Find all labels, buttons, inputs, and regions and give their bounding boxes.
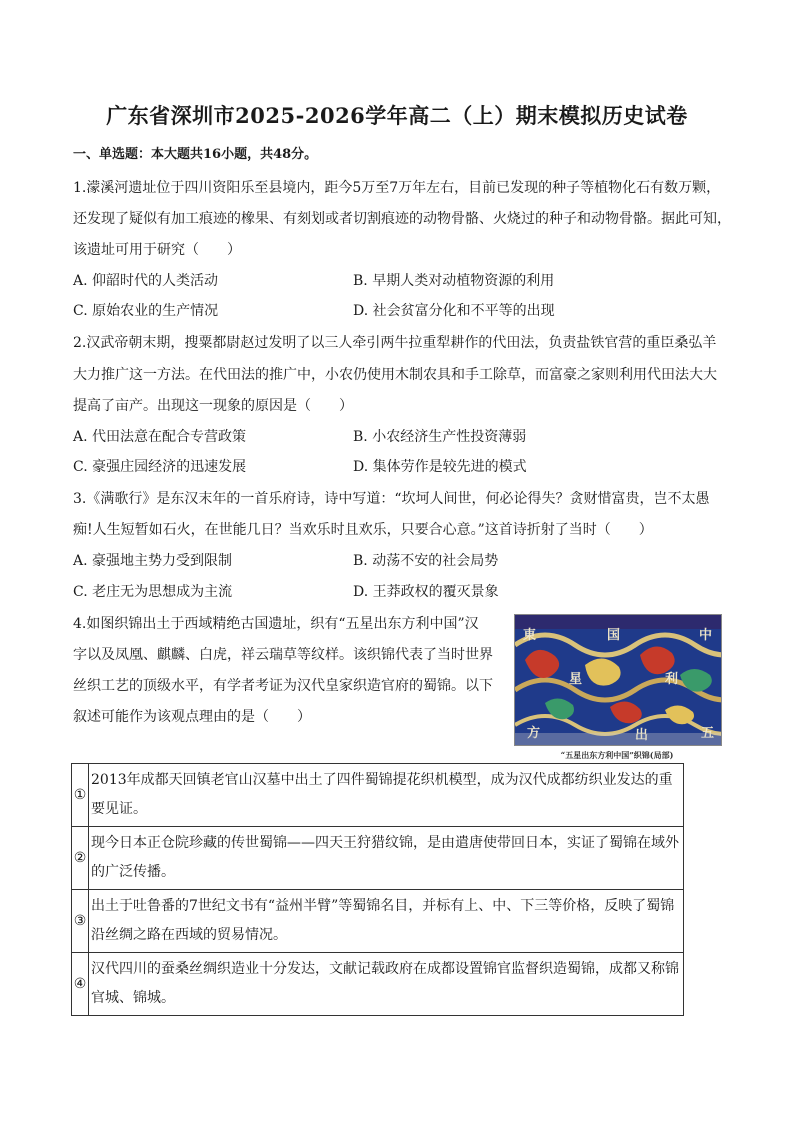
evidence-number: ① bbox=[72, 764, 89, 827]
q3-option-a: A. 豪强地主势力受到限制 bbox=[73, 553, 233, 569]
q1-option-b: B. 早期人类对动植物资源的利用 bbox=[353, 273, 555, 289]
q3-line-2: 痴!人生短暂如石火，在世能几日？当欢乐时且欢乐，只要合心意。”这首诗折射了当时（ ） bbox=[73, 522, 653, 538]
q2-option-c: C. 豪强庄园经济的迅速发展 bbox=[73, 459, 247, 475]
evidence-number: ③ bbox=[72, 890, 89, 953]
table-row bbox=[72, 764, 684, 827]
q4-line-2: 字以及凤凰、麒麟、白虎，祥云瑞草等纹样。该织锦代表了当时世界 bbox=[73, 647, 493, 663]
evidence-number: ④ bbox=[72, 953, 89, 1016]
table-row bbox=[72, 827, 684, 890]
svg-text:出: 出 bbox=[635, 728, 649, 743]
q2-option-a: A. 代田法意在配合专营政策 bbox=[73, 429, 247, 445]
image-caption: “五星出东方利中国”织锦(局部) bbox=[560, 750, 674, 760]
q2-option-d: D. 集体劳作是较先进的模式 bbox=[353, 459, 527, 475]
q1-option-d: D. 社会贫富分化和不平等的出现 bbox=[353, 303, 555, 319]
q4-line-3: 丝织工艺的顶级水平，有学者考证为汉代皇家织造官府的蜀锦。以下 bbox=[73, 678, 493, 694]
q1-line-1: 1.濛溪河遗址位于四川资阳乐至县境内，距今5万至7万年左右，目前已发现的种子等植物化石有数万颗， bbox=[73, 180, 721, 196]
page-title: 广东省深圳市2025-2026学年高二（上）期末模拟历史试卷 bbox=[106, 103, 688, 128]
evidence-number: ② bbox=[72, 827, 89, 890]
evidence-table bbox=[71, 763, 684, 1016]
svg-text:方: 方 bbox=[527, 726, 541, 741]
svg-text:利: 利 bbox=[665, 672, 679, 687]
q3-line-1: 3.《满歌行》是东汉末年的一首乐府诗，诗中写道：“坎坷人间世，何必论得失？贪财惜富贵，岂不太愚 bbox=[73, 491, 710, 507]
q2-option-b: B. 小农经济生产性投资薄弱 bbox=[353, 429, 527, 445]
evidence-text: 汉代四川的蚕桑丝绸织造业十分发达，文献记载政府在成都设置锦官监督织造蜀锦，成都又称锦官城、锦城。 bbox=[89, 953, 684, 1016]
svg-text:五: 五 bbox=[701, 726, 715, 741]
q2-line-2: 大力推广这一方法。在代田法的推广中，小农仍使用木制农具和手工除草，而富豪之家则利用代田法大大 bbox=[73, 367, 717, 383]
evidence-text: 2013年成都天回镇老官山汉墓中出土了四件蜀锦提花织机模型，成为汉代成都纺织业发达的重要见证。 bbox=[89, 764, 684, 827]
q1-option-a: A. 仰韶时代的人类活动 bbox=[73, 273, 219, 289]
svg-text:星: 星 bbox=[569, 672, 583, 687]
q1-line-2: 还发现了疑似有加工痕迹的橡果、有刻划或者切割痕迹的动物骨骼、火烧过的种子和动物骨骼。据此可知， bbox=[73, 211, 731, 227]
q2-line-1: 2.汉武帝朝末期，搜粟都尉赵过发明了以三人牵引两牛拉重犁耕作的代田法，负责盐铁官营的重臣桑弘羊 bbox=[73, 335, 717, 351]
q3-option-b: B. 动荡不安的社会局势 bbox=[353, 553, 499, 569]
svg-text:中: 中 bbox=[699, 628, 713, 643]
q2-line-3: 提高了亩产。出现这一现象的原因是（ ） bbox=[73, 398, 353, 414]
svg-text:国: 国 bbox=[607, 628, 621, 643]
q1-option-c: C. 原始农业的生产情况 bbox=[73, 303, 219, 319]
q3-option-d: D. 王莽政权的覆灭景象 bbox=[353, 584, 499, 600]
section-heading: 一、单选题：本大题共16小题，共48分。 bbox=[73, 147, 318, 162]
q4-line-1: 4.如图织锦出土于西域精绝古国遗址，织有“五星出东方利中国”汉 bbox=[73, 616, 479, 632]
evidence-text: 现今日本正仓院珍藏的传世蜀锦——四天王狩猎纹锦，是由遣唐使带回日本，实证了蜀锦在域外的广泛传播。 bbox=[89, 827, 684, 890]
table-row bbox=[72, 890, 684, 953]
evidence-text: 出土于吐鲁番的7世纪文书有“益州半臂”等蜀锦名目，并标有上、中、下三等价格，反映了蜀锦沿丝绸之路在西域的贸易情况。 bbox=[89, 890, 684, 953]
table-row bbox=[72, 953, 684, 1016]
brocade-image bbox=[514, 614, 722, 746]
q3-option-c: C. 老庄无为思想成为主流 bbox=[73, 584, 233, 600]
brocade-pattern bbox=[515, 615, 721, 745]
svg-text:東: 東 bbox=[523, 628, 537, 643]
q1-line-3: 该遗址可用于研究（ ） bbox=[73, 242, 241, 258]
q4-line-4: 叙述可能作为该观点理由的是（ ） bbox=[73, 709, 311, 725]
